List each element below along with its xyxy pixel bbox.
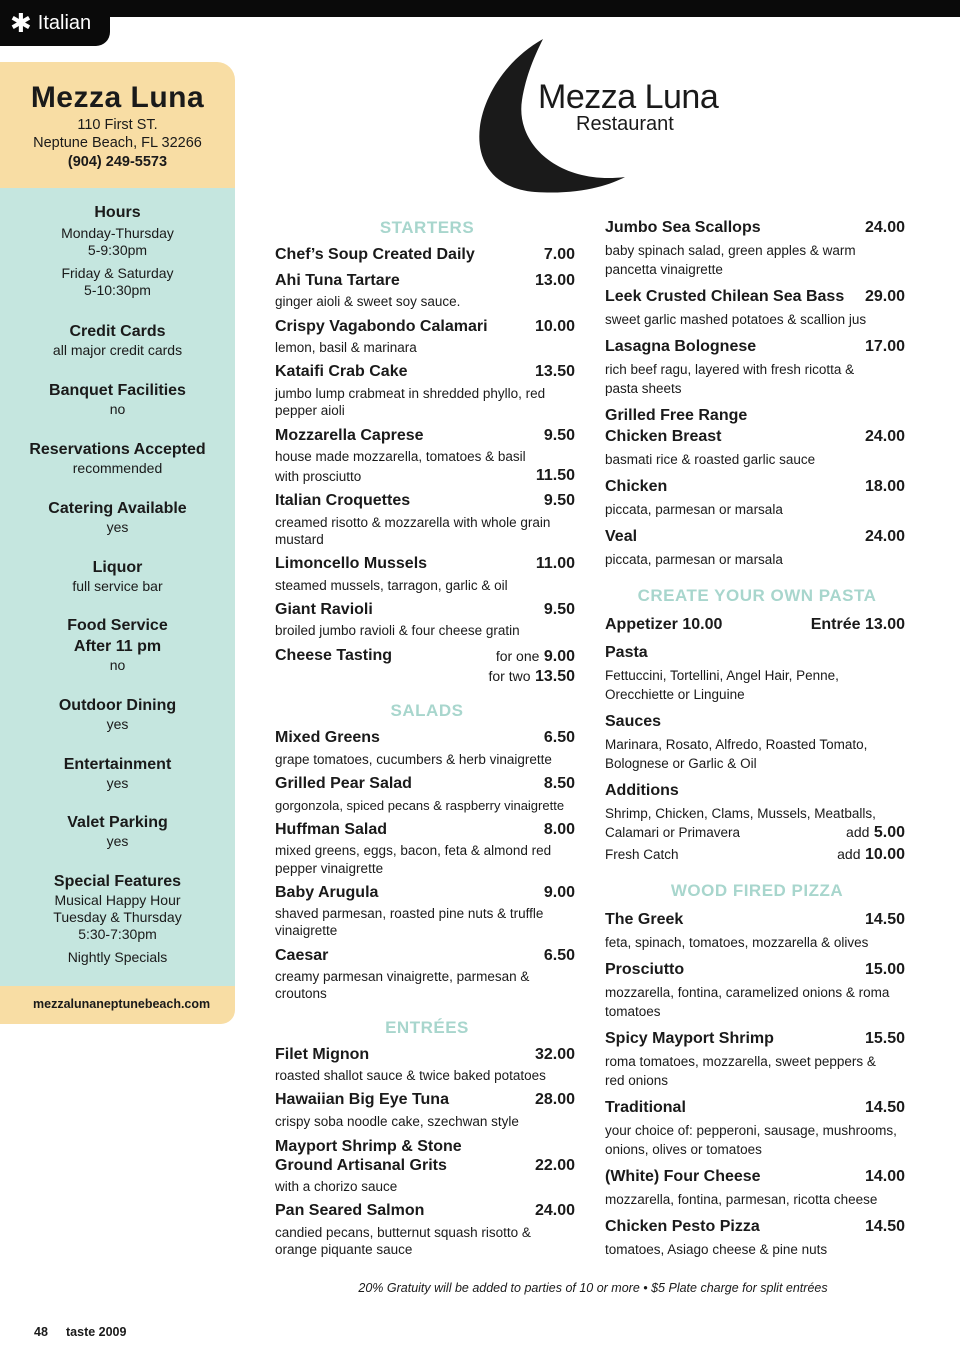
menu-item-price: 29.00 — [864, 288, 905, 305]
pasta-subheading: Pasta — [605, 644, 648, 661]
menu-item-price: 9.50 — [543, 492, 575, 509]
menu-item-name: Jumbo Sea Scallops — [605, 219, 761, 236]
menu-item-description: mozzarella, fontina, parmesan, ricotta cheese — [605, 1192, 878, 1207]
menu-item-name: Grilled Pear Salad — [275, 775, 412, 792]
food-service-info — [0, 615, 235, 674]
menu-item-description: baby spinach salad, green apples & warm — [605, 243, 856, 258]
hours-value: Monday-Thursday — [61, 225, 174, 241]
info-heading: Credit Cards — [69, 323, 166, 340]
banquet-info — [0, 380, 235, 418]
pasta-description: Bolognese or Garlic & Oil — [605, 756, 757, 771]
menu-item-description: rich beef ragu, layered with fresh ricotta & — [605, 362, 855, 377]
hours-info — [0, 202, 235, 299]
menu-item-price: 18.00 — [864, 478, 905, 495]
credit-cards-info — [0, 321, 235, 359]
menu-item-description: mustard — [275, 532, 324, 547]
menu-item-description: feta, spinach, tomatoes, mozzarella & olives — [605, 935, 869, 950]
info-heading: Liquor — [92, 559, 143, 576]
menu-item-description: creamy parmesan vinaigrette, parmesan & — [275, 969, 530, 984]
menu-item-name: Crispy Vagabondo Calamari — [275, 318, 488, 335]
pizza-heading: WOOD FIRED PIZZA — [670, 881, 844, 900]
menu-item-description: broiled jumbo ravioli & four cheese gratin — [275, 623, 520, 638]
menu-item-price: 10.00 — [534, 318, 575, 335]
price-value: 9.00 — [543, 648, 575, 665]
menu-item-price: 11.50 — [535, 467, 575, 484]
category-label: Italian — [37, 11, 92, 34]
pasta-description: Shrimp, Chicken, Clams, Mussels, Meatballs, — [605, 806, 876, 821]
address-line-1: 110 First ST. — [77, 117, 158, 133]
menu-item-price-two — [440, 666, 575, 687]
menu-item-price: 15.00 — [864, 961, 905, 978]
outdoor-dining-info — [0, 695, 235, 733]
menu-item-price: 14.00 — [864, 1168, 905, 1185]
menu-item-price: 17.00 — [864, 338, 905, 355]
price-label: add — [837, 846, 861, 862]
menu-item-description: with a chorizo sauce — [275, 1179, 398, 1194]
menu-item-name: Kataifi Crab Cake — [275, 363, 408, 380]
menu-item-name: Cheese Tasting — [275, 647, 393, 664]
menu-item-name: Chicken — [605, 478, 668, 495]
gratuity-note: 20% Gratuity will be added to parties of 10 or more • $5 Plate charge for split entrées — [358, 1281, 828, 1295]
info-value: yes — [106, 833, 129, 849]
menu-item-description: pasta sheets — [605, 381, 682, 396]
info-heading: Valet Parking — [67, 814, 168, 831]
menu-item-price: 9.50 — [543, 427, 575, 444]
menu-item-name: Caesar — [275, 947, 329, 964]
category-tab — [0, 0, 110, 46]
liquor-info — [0, 557, 235, 595]
menu-item-price: 24.00 — [864, 428, 905, 445]
restaurant-contact — [0, 62, 235, 188]
menu-item-name: Italian Croquettes — [275, 492, 411, 509]
menu-item-description: onions, olives or tomatoes — [605, 1142, 762, 1157]
pasta-description: Fresh Catch — [605, 847, 679, 862]
price-value: 13.50 — [534, 668, 575, 685]
info-heading: Food Service — [67, 617, 168, 634]
pasta-entree-price: Entrée 13.00 — [810, 616, 905, 633]
menu-item-price: 8.50 — [543, 775, 575, 792]
menu-item-name: Traditional — [605, 1099, 686, 1116]
menu-item-description: tomatoes, Asiago cheese & pine nuts — [605, 1242, 828, 1257]
menu-item-price: 8.00 — [543, 821, 575, 838]
info-value: recommended — [72, 460, 163, 476]
menu-item-description: croutons — [275, 986, 327, 1001]
menu-item-name: Mayport Shrimp & Stone — [275, 1138, 462, 1155]
menu-item-price-one — [440, 646, 575, 667]
menu-item-name: Chicken Breast — [605, 428, 722, 445]
info-value: Musical Happy Hour — [54, 892, 181, 908]
menu-item-name: Leek Crusted Chilean Sea Bass — [605, 288, 845, 305]
menu-item-name: Limoncello Mussels — [275, 555, 428, 572]
info-value: yes — [106, 716, 129, 732]
info-heading: Banquet Facilities — [49, 382, 186, 399]
pasta-description: Fettuccini, Tortellini, Angel Hair, Penne, — [605, 668, 839, 683]
menu-item-price: 32.00 — [534, 1046, 575, 1063]
menu-item-price: 22.00 — [534, 1157, 575, 1174]
salads-heading: SALADS — [390, 701, 464, 720]
menu-item-description: house made mozzarella, tomatoes & basil — [275, 449, 526, 464]
address-line-2: Neptune Beach, FL 32266 — [33, 135, 202, 151]
menu-item-price: 9.50 — [543, 601, 575, 618]
logo-subtitle: Restaurant — [576, 113, 674, 135]
addition-price — [780, 822, 905, 843]
info-heading: Reservations Accepted — [29, 441, 206, 458]
menu-item-name: Giant Ravioli — [275, 601, 373, 618]
menu-item-description: ginger aioli & sweet soy sauce. — [275, 294, 461, 309]
reservations-info — [0, 439, 235, 477]
menu-item-name: Chef’s Soup Created Daily — [275, 246, 475, 263]
menu-item-name: Filet Mignon — [275, 1046, 370, 1063]
info-value: yes — [106, 775, 129, 791]
publication-label: taste 2009 — [66, 1325, 127, 1339]
entrees-heading: ENTRÉES — [385, 1018, 469, 1037]
info-value: all major credit cards — [52, 342, 183, 358]
menu-item-name: (White) Four Cheese — [605, 1168, 761, 1185]
menu-item-name: Huffman Salad — [275, 821, 388, 838]
menu-item-price: 24.00 — [534, 1202, 575, 1219]
restaurant-info-sidebar — [0, 62, 235, 1024]
pasta-appetizer-price: Appetizer 10.00 — [605, 616, 723, 633]
menu-item-description: steamed mussels, tarragon, garlic & oil — [275, 578, 508, 593]
info-value: Nightly Specials — [67, 949, 168, 965]
info-heading: Special Features — [53, 873, 182, 890]
menu-item-price: 7.00 — [543, 246, 575, 263]
info-value: no — [109, 657, 126, 673]
menu-item-description: lemon, basil & marinara — [275, 340, 417, 355]
menu-item-description: pancetta vinaigrette — [605, 262, 723, 277]
menu-item-name: Mozzarella Caprese — [275, 427, 424, 444]
page-number: 48 — [34, 1325, 48, 1339]
hours-value: Friday & Saturday — [61, 265, 174, 281]
info-value: yes — [106, 519, 129, 535]
special-features-info — [0, 871, 235, 966]
menu-item-name: Prosciutto — [605, 961, 685, 978]
menu-item-price: 9.00 — [543, 884, 575, 901]
info-value: no — [109, 401, 126, 417]
info-heading: Outdoor Dining — [58, 697, 177, 714]
menu-item-description: sweet garlic mashed potatoes & scallion jus — [605, 312, 867, 327]
menu-item-price: 14.50 — [864, 911, 905, 928]
menu-item-description: red onions — [605, 1073, 669, 1088]
menu-item-description: tomatoes — [605, 1004, 661, 1019]
menu-item-description: piccata, parmesan or marsala — [605, 552, 783, 567]
menu-item-price: 14.50 — [864, 1099, 905, 1116]
hours-heading: Hours — [94, 204, 141, 221]
menu-item-name: Hawaiian Big Eye Tuna — [275, 1091, 449, 1108]
menu-item-description: with prosciutto — [275, 469, 362, 484]
menu-item-price: 28.00 — [534, 1091, 575, 1108]
asterisk-icon: ✱ — [10, 8, 32, 38]
restaurant-name: Mezza Luna — [30, 81, 205, 114]
menu-item-description: shaved parmesan, roasted pine nuts & truffle — [275, 906, 544, 921]
menu-item-name: Ahi Tuna Tartare — [275, 272, 400, 289]
menu-item-name: Baby Arugula — [275, 884, 379, 901]
hours-value: 5-10:30pm — [84, 282, 151, 298]
hours-value: 5-9:30pm — [87, 242, 148, 258]
pasta-heading: CREATE YOUR OWN PASTA — [637, 586, 877, 605]
info-value: 5:30-7:30pm — [78, 926, 157, 942]
info-value: Tuesday & Thursday — [53, 909, 182, 925]
menu-item-name: The Greek — [605, 911, 684, 928]
menu-item-description: grape tomatoes, cucumbers & herb vinaigrette — [275, 752, 552, 767]
price-label: for one — [495, 648, 540, 664]
menu-item-price: 15.50 — [864, 1030, 905, 1047]
menu-item-description: creamed risotto & mozzarella with whole grain — [275, 515, 551, 530]
menu-item-description: jumbo lump crabmeat in shredded phyllo, red — [275, 386, 546, 401]
website-bar — [0, 986, 235, 1024]
price-value: 5.00 — [873, 824, 905, 841]
menu-item-description: gorgonzola, spiced pecans & raspberry vinaigrette — [275, 798, 565, 813]
menu-item-description: orange piquante sauce — [275, 1242, 413, 1257]
logo-title: Mezza Luna — [538, 78, 719, 116]
menu-item-name: Mixed Greens — [275, 729, 380, 746]
menu-item-name: Pan Seared Salmon — [275, 1202, 425, 1219]
valet-info — [0, 812, 235, 850]
menu-item-description: mixed greens, eggs, bacon, feta & almond red — [275, 843, 552, 858]
menu-item-price: 24.00 — [864, 528, 905, 545]
menu-item-description: piccata, parmesan or marsala — [605, 502, 783, 517]
menu-item-price: 11.00 — [535, 555, 575, 572]
menu-item-price: 6.50 — [543, 729, 575, 746]
menu-item-description: mozzarella, fontina, caramelized onions & roma — [605, 985, 890, 1000]
menu-item-description: roma tomatoes, mozzarella, sweet peppers & — [605, 1054, 876, 1069]
menu-item-name: Lasagna Bolognese — [605, 338, 757, 355]
pasta-description: Calamari or Primavera — [605, 825, 741, 840]
menu-item-description: crispy soba noodle cake, szechwan style — [275, 1114, 519, 1129]
menu-item-price: 6.50 — [543, 947, 575, 964]
price-label: add — [846, 824, 870, 840]
menu-item-description: candied pecans, butternut squash risotto & — [275, 1225, 531, 1240]
menu-item-description: pepper vinaigrette — [275, 861, 384, 876]
info-value: full service bar — [72, 578, 163, 594]
menu-item-name: Veal — [605, 528, 638, 545]
price-label: for two — [488, 668, 531, 684]
pasta-description: Marinara, Rosato, Alfredo, Roasted Tomato, — [605, 737, 868, 752]
menu-item-price: 13.50 — [534, 363, 575, 380]
pasta-subheading: Sauces — [605, 713, 662, 730]
restaurant-details — [0, 188, 235, 986]
pasta-subheading: Additions — [605, 782, 679, 799]
menu-item-description: your choice of: pepperoni, sausage, mushrooms, — [605, 1123, 897, 1138]
menu-item-description: roasted shallot sauce & twice baked potatoes — [275, 1068, 546, 1083]
menu-item-price: 14.50 — [864, 1218, 905, 1235]
menu-item-name: Chicken Pesto Pizza — [605, 1218, 760, 1235]
top-bar — [0, 0, 960, 17]
menu-item-description: basmati rice & roasted garlic sauce — [605, 452, 816, 467]
menu-item-name: Spicy Mayport Shrimp — [605, 1030, 774, 1047]
menu-item-name: Ground Artisanal Grits — [275, 1157, 447, 1174]
price-value: 10.00 — [864, 846, 905, 863]
entertainment-info — [0, 754, 235, 792]
info-heading: Catering Available — [48, 500, 187, 517]
phone-number: (904) 249-5573 — [67, 154, 168, 170]
info-heading: After 11 pm — [73, 638, 162, 655]
menu-item-price: 24.00 — [864, 219, 905, 236]
pasta-description: Orecchiette or Linguine — [605, 687, 745, 702]
menu-item-description: pepper aioli — [275, 403, 345, 418]
info-heading: Entertainment — [63, 756, 172, 773]
starters-heading: STARTERS — [379, 218, 475, 237]
addition-price — [780, 844, 905, 865]
menu-item-description: vinaigrette — [275, 923, 338, 938]
menu-item-price: 13.00 — [534, 272, 575, 289]
website-link[interactable]: mezzalunaneptunebeach.com — [33, 997, 211, 1011]
catering-info — [0, 498, 235, 536]
menu-item-name: Grilled Free Range — [605, 407, 748, 424]
